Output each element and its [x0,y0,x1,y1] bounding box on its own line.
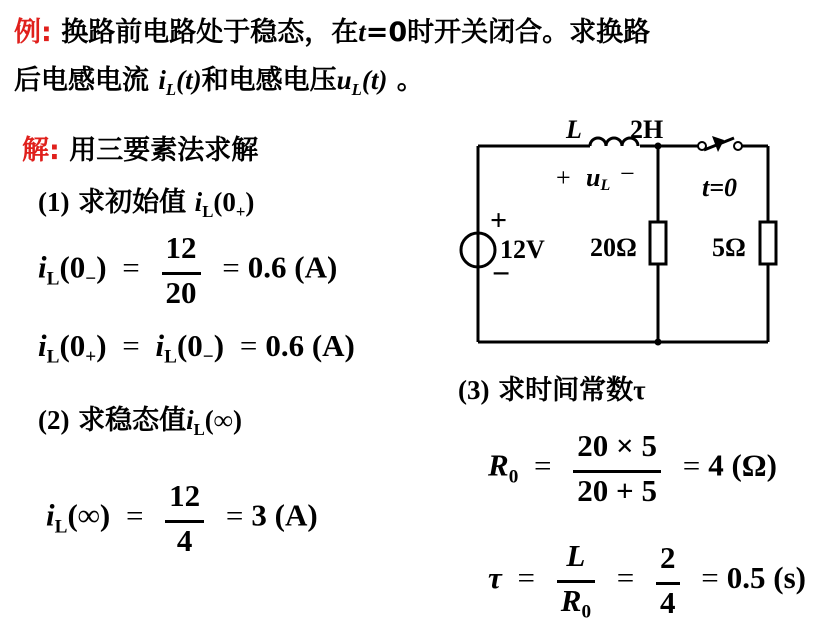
problem-text-2b: 和电感电压 [201,65,337,96]
resistor-5ohm [760,222,776,264]
solution-label: 解: [22,135,60,166]
problem-text-1b: =0时开关闭合。求换路 [365,17,651,48]
resistor-20ohm [650,222,666,264]
equation-tau: τ = $\frac{L}{R_0}$ = $\frac{2}{4}$ = 0.5 (s) [488,538,806,623]
r2-value: 5Ω [712,233,746,262]
step3-var: τ [633,375,646,405]
uL-var: uL [586,163,611,194]
r1-value: 20Ω [590,233,637,262]
source-value: 12V [500,235,545,264]
inductor-value: 2H [630,115,664,144]
equation-iL0-plus: $i_L(0_+) = i_L(0_-) = 0.6$ (A) [38,328,355,368]
step2-text: 求稳态值 [78,405,187,436]
switch-contact-left [698,142,706,150]
problem-period: 。 [396,65,424,96]
step1-num: (1) [38,187,70,217]
problem-uL: $u_L(t)$ [336,65,388,99]
switch-contact-right [734,142,742,150]
step2-num: (2) [38,405,70,435]
problem-t-var: t [358,17,366,47]
step1-text: 求初始值 [78,187,187,218]
switch-label: t=0 [702,173,738,202]
example-label: 例: [14,17,52,48]
equation-iL-inf: $i_L(\infty)$ = $\frac{12}{4}$ = 3 (A) [46,478,318,558]
inductor-label: L [566,115,582,144]
problem-iL: $i_L(t)$ [158,65,202,99]
step1-var: $i_L(0_+)$ [194,187,255,221]
source-plus: + [490,204,508,237]
solution-method: 用三要素法求解 [69,135,259,166]
problem-text-2a: 后电感电流 [14,65,149,96]
step3-num: (3) [458,375,490,405]
step3-text: 求时间常数 [498,375,634,406]
problem-text-1a: 换路前电路处于稳态，在 [61,17,359,48]
node-bottom-mid [655,339,662,346]
equation-iL0-minus: $i_L(0_-)$ = $\frac{12}{20}$ = 0.6 (A) [38,230,338,310]
source-minus: − [492,255,511,291]
step2-var: $i_L(\infty)$ [186,405,242,439]
uL-plus: + [556,163,571,192]
equation-R0: $R_0$ = $\frac{20 \times 5}{20 + 5}$ = 4 (Ω) [488,428,777,508]
uL-minus: − [620,159,635,188]
